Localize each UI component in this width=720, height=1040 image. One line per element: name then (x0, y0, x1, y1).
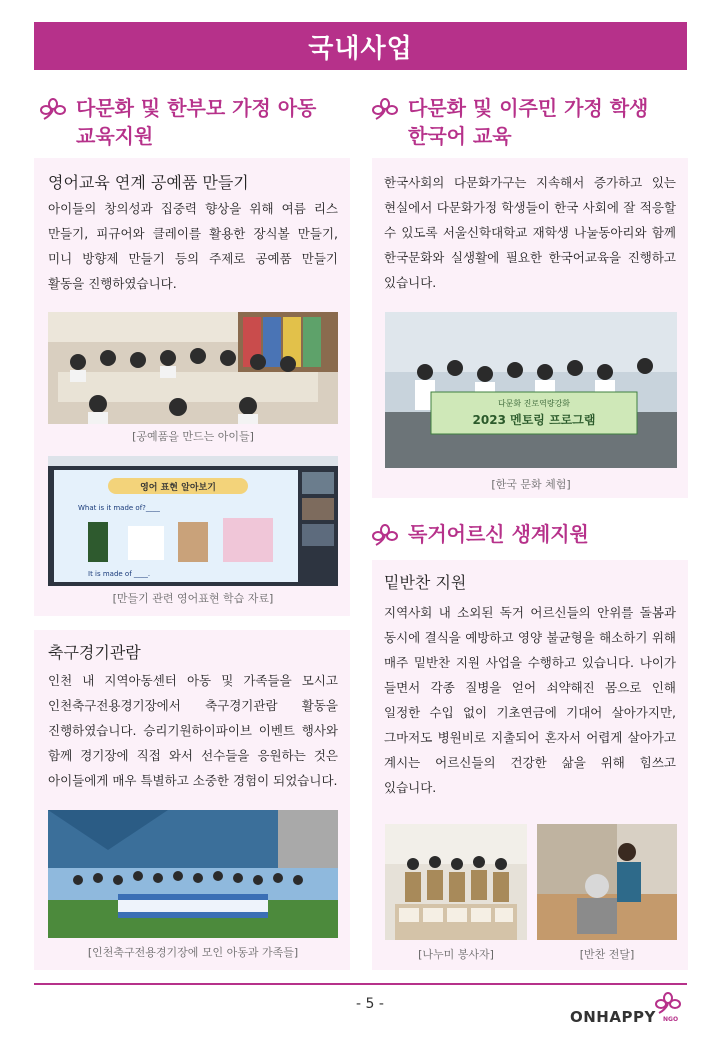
onhappy-logo (570, 992, 690, 1028)
text-side-dish: 지역사회 내 소외된 독거 어르신들의 안위를 돌봄과 동시에 결식을 예방하고 영양 불균형을 해소하기 위해 매주 밑반찬 지원 사업을 수행하고 있습니다. 나이가 들면서 각종 질병을 얻어 쇠약해진 몸으로 인해 일정한 수입 없이 기초연금에 기대어 살아가지만, 그마저도 병원비로 지출되어 혼자서 어렵게 살아가고 계시는 어르신들의 건강한 삶을 위해 힘쓰고 있습니다. (384, 605, 676, 795)
flower-icon (372, 98, 398, 120)
flower-icon (372, 524, 398, 546)
page-title: 국내사업 (308, 33, 413, 64)
caption-soccer-stadium: [인천축구전용경기장에 모인 아동과 가족들] (87, 946, 299, 959)
caption-dish-delivery: [반찬 전달] (579, 948, 635, 961)
flower-icon (40, 98, 66, 120)
photo-english-slide (48, 456, 338, 586)
slide-answer-text: It is made of ____. (88, 570, 151, 578)
photo-craft-children (48, 312, 338, 424)
caption-mentoring-group: [한국 문화 체험] (491, 478, 571, 491)
footer-divider (34, 983, 687, 985)
photo-volunteers (385, 824, 527, 940)
caption-volunteers: [나누미 봉사자] (418, 948, 494, 961)
photo-dish-delivery (537, 824, 677, 940)
subtitle-soccer: 축구경기관람 (48, 643, 141, 662)
section-title-text: 독거어르신 생계지원 (408, 522, 589, 546)
logo-sub-text: NGO (663, 1016, 679, 1023)
logo-flower-icon (654, 992, 682, 1014)
text-soccer: 인천 내 지역아동센터 아동 및 가족들을 모시고 인천축구전용경기장에서 축구경기관람 활동을 진행하였습니다. 승리기원하이파이브 이벤트 행사와 함께 경기장에 직접 와서 선수들을 응원하는 것은 아이들에게 매우 특별하고 소중한 경험이 되었습니다. (48, 673, 338, 788)
logo-text: ONHAPPY (570, 1008, 656, 1026)
subtitle-side-dish: 밑반찬 지원 (384, 573, 467, 592)
page-number: - 5 - (356, 996, 384, 1012)
text-craft: 아이들의 창의성과 집중력 향상을 위해 여름 리스 만들기, 피규어와 클레이를 활용한 장식볼 만들기, 미니 방향제 만들기 등의 주제로 공예품 만들기 활동을 진행하였습니다. (48, 201, 338, 291)
section-title-korean-education (372, 94, 682, 150)
page-banner (34, 22, 687, 70)
slide-question-text: What is it made of?____ (78, 504, 160, 512)
section-title-line2: 교육지원 (76, 124, 154, 148)
section-title-line2: 한국어 교육 (408, 124, 512, 148)
subtitle-craft: 영어교육 연계 공예품 만들기 (48, 173, 249, 192)
slide-title-text: 영어 표현 알아보기 (140, 483, 216, 493)
caption-english-slide: [만들기 관련 영어표현 학습 자료] (112, 592, 274, 605)
section-title-elderly-support (372, 520, 682, 548)
text-korean-education: 한국사회의 다문화가구는 지속해서 증가하고 있는 현실에서 다문화가정 학생들이 한국 사회에 잘 적응할 수 있도록 서울신학대학교 재학생 나눌동아리와 함께 한국문화와 실생활에 필요한 한국어교육을 진행하고 있습니다. (384, 175, 676, 290)
section-title-children-education (40, 94, 340, 150)
photo-soccer-stadium (48, 810, 338, 938)
banner-line1-text: 다문화 진로역량강화 (497, 399, 571, 408)
caption-craft-children: [공예품을 만드는 아이들] (132, 430, 254, 443)
section-title-line1: 다문화 및 한부모 가정 아동 (76, 96, 317, 120)
banner-line2-text: 2023 멘토링 프로그램 (472, 413, 596, 427)
section-title-line1: 다문화 및 이주민 가정 학생 (408, 96, 649, 120)
photo-mentoring-group (385, 312, 677, 468)
